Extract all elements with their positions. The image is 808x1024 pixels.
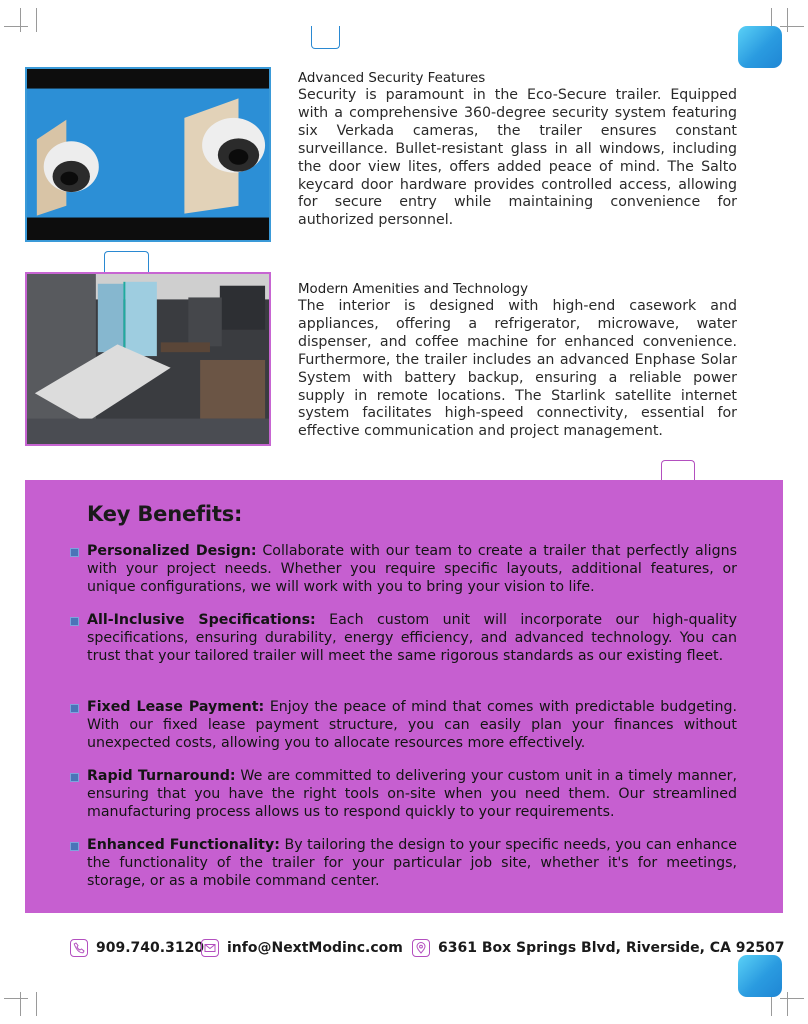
address-text[interactable]: 6361 Box Springs Blvd, Riverside, CA 92507: [438, 940, 785, 956]
decorative-corner-tile: [738, 955, 782, 997]
phone-icon: [70, 939, 88, 957]
benefit-text: We are committed to delivering your custom unit in a timely manner, ensuring that you have the right tools on-site when you need them. Our streamlined manufacturing process allows us to respond quickly to your requirements.: [87, 768, 737, 820]
section-body: Security is paramount in the Eco-Secure trailer. Equipped with a comprehensive 360-degree security system featuring six Verkada cameras, the trailer ensures constant surveillance. Bullet-resistant glass in all windows, including the door view lites, offers added peace of mind. The Salto keycard door hardware provides controlled access, allowing for secure entry while maintaining convenience for authorized personnel.: [298, 87, 737, 229]
key-benefits-panel: [25, 480, 783, 913]
benefit-label: Personalized Design:: [87, 543, 257, 559]
crop-mark: [780, 26, 804, 27]
benefit-text: Each custom unit will incorporate our high-quality specifications, ensuring durability, energy efficiency, and advanced technology. You can trust that your tailored trailer will meet the same rigorous standards as our existing fleet.: [87, 612, 737, 664]
benefit-label: Fixed Lease Payment:: [87, 699, 265, 715]
section-title: Advanced Security Features: [298, 71, 486, 86]
benefit-label: Enhanced Functionality:: [87, 837, 280, 853]
benefit-item: [87, 837, 737, 891]
crop-mark: [4, 26, 28, 27]
contact-phone[interactable]: [70, 939, 204, 957]
benefit-item: [87, 768, 737, 822]
section-title: Modern Amenities and Technology: [298, 282, 529, 297]
crop-mark: [4, 998, 28, 999]
location-pin-icon: [412, 939, 430, 957]
decorative-bracket: [311, 26, 340, 49]
crop-mark: [20, 8, 21, 32]
email-link[interactable]: info@NextModinc.com: [227, 940, 403, 956]
amenities-section: [298, 281, 737, 441]
crop-mark: [787, 8, 788, 32]
bullet-marker: [70, 842, 79, 851]
benefit-text: By tailoring the design to your specific needs, you can enhance the functionality of the trailer for your particular job site, whether it's for meetings, storage, or as a mobile command center.: [87, 837, 737, 889]
bullet-marker: [70, 548, 79, 557]
benefit-text: Collaborate with our team to create a trailer that perfectly aligns with your project needs. Whether you require specific layouts, additional features, or unique configurations, we will work with you to bring your vision to life.: [87, 543, 737, 595]
contact-email[interactable]: [201, 939, 403, 957]
crop-mark: [36, 992, 37, 1016]
security-cameras-photo: [25, 67, 271, 242]
phone-number[interactable]: 909.740.3120: [96, 940, 205, 956]
decorative-bracket: [104, 251, 149, 274]
security-section: [298, 70, 737, 230]
bullet-marker: [70, 704, 79, 713]
crop-mark: [36, 8, 37, 32]
benefit-item: [87, 543, 737, 597]
benefit-item: [87, 699, 737, 753]
benefit-text: Enjoy the peace of mind that comes with predictable budgeting. With our fixed lease payment structure, you can easily plan your finances without unexpected costs, allowing you to allocate resources more effectively.: [87, 699, 738, 751]
bullet-marker: [70, 773, 79, 782]
decorative-corner-tile: [738, 26, 782, 68]
trailer-interior-photo: [25, 272, 271, 446]
bullet-marker: [70, 617, 79, 626]
benefit-label: Rapid Turnaround:: [87, 768, 236, 784]
benefit-label: All-Inclusive Specifications:: [87, 612, 316, 628]
section-body: The interior is designed with high-end casework and appliances, offering a refrigerator, microwave, water dispenser, and coffee machine for enhanced convenience. Furthermore, the trailer includes an advanced Enphase Solar System with battery backup, ensuring a reliable power supply in remote locations. The Starlink satellite internet system facilitates high-speed connectivity, essential for effective communication and project management.: [298, 298, 737, 440]
crop-mark: [20, 992, 21, 1016]
contact-address[interactable]: [412, 939, 784, 957]
decorative-bracket: [661, 460, 695, 481]
benefit-item: [87, 612, 737, 666]
key-benefits-heading: Key Benefits:: [87, 502, 243, 526]
envelope-icon: [201, 939, 219, 957]
crop-mark: [780, 998, 804, 999]
crop-mark: [787, 992, 788, 1016]
